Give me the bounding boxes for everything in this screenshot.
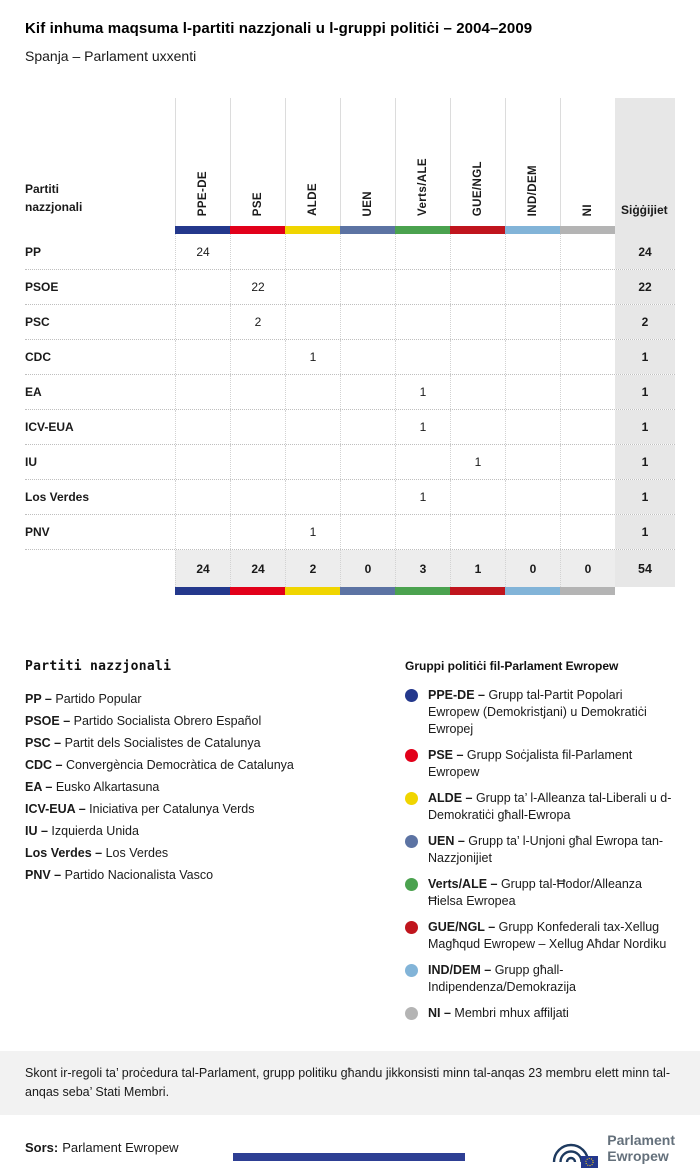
group-color-bar-uen: [340, 587, 395, 595]
column-header-ni: [560, 98, 615, 226]
column-header-pse: [230, 98, 285, 226]
column-header-label: PSE: [252, 191, 264, 216]
value-cell-ind-dem: [505, 234, 560, 269]
table-row-icv-eua: [25, 409, 675, 444]
column-header-label: ALDE: [307, 183, 319, 216]
party-abbr: ICV-EUA –: [25, 802, 90, 816]
value-cell-gue-ngl: [450, 270, 505, 304]
party-name-cell: PSC: [25, 315, 50, 329]
group-legend-item: [405, 1005, 675, 1022]
group-color-bar-row-bottom: [25, 587, 675, 595]
value-cell-verts-ale: [395, 234, 450, 269]
value-cell-verts-ale: [395, 515, 450, 549]
seats-header-cell: [615, 98, 675, 226]
value-cell-ppe-de: [175, 270, 230, 304]
group-color-dot-gue-ngl: [405, 921, 418, 934]
value-cell-alde: [285, 305, 340, 339]
total-cell-verts-ale: 3: [395, 550, 450, 587]
group-color-dot-ind-dem: [405, 964, 418, 977]
total-cell-ni: 0: [560, 550, 615, 587]
group-legend-item: [405, 687, 675, 738]
value-cell-alde: 1: [285, 515, 340, 549]
party-fullname: Los Verdes: [105, 846, 169, 860]
group-color-bar-pse: [230, 226, 285, 234]
group-color-bar-verts-ale: [395, 226, 450, 234]
seats-cell: 22: [615, 270, 675, 304]
value-cell-ppe-de: [175, 305, 230, 339]
page-title: Kif inhuma maqsuma l-partiti nazzjonali u l-gruppi politiċi – 2004–2009: [25, 20, 533, 37]
procedural-note: Skont ir-regoli ta’ proċedura tal-Parlament, grupp politiku għandu jikkonsisti minn tal-anqas 23 membru elett minn tal-anqas seba’ Stati Membri.: [0, 1051, 700, 1115]
column-header-alde: [285, 98, 340, 226]
value-cell-ind-dem: [505, 480, 560, 514]
value-cell-pse: [230, 515, 285, 549]
value-cell-ni: [560, 340, 615, 374]
logo-wordmark: [607, 1132, 675, 1164]
group-legend-text: [428, 962, 675, 996]
party-name-cell: IU: [25, 455, 37, 469]
group-legend-text: [428, 919, 675, 953]
value-cell-ni: [560, 515, 615, 549]
value-cell-ni: [560, 270, 615, 304]
seats-cell: 1: [615, 340, 675, 374]
value-cell-ppe-de: [175, 445, 230, 479]
group-abbr: UEN –: [428, 834, 469, 848]
total-cell-alde: 2: [285, 550, 340, 587]
value-cell-pse: 22: [230, 270, 285, 304]
group-color-bar-ppe-de: [175, 226, 230, 234]
value-cell-uen: [340, 340, 395, 374]
total-cell-ind-dem: 0: [505, 550, 560, 587]
party-name-cell: PP: [25, 244, 42, 259]
party-legend-item: [25, 842, 405, 864]
page-subtitle: Spanja – Parlament uxxenti: [25, 48, 197, 64]
column-header-ind-dem: [505, 98, 560, 226]
value-cell-ppe-de: [175, 375, 230, 409]
group-abbr: GUE/NGL –: [428, 920, 499, 934]
value-cell-alde: [285, 270, 340, 304]
column-header-label: UEN: [362, 190, 374, 216]
value-cell-ind-dem: [505, 445, 560, 479]
logo-word-2: Ewropew: [607, 1147, 669, 1164]
seats-cell: 1: [615, 410, 675, 444]
value-cell-ni: [560, 410, 615, 444]
total-cell-gue-ngl: 1: [450, 550, 505, 587]
value-cell-pse: [230, 480, 285, 514]
value-cell-gue-ngl: [450, 410, 505, 444]
source-row: [0, 1127, 700, 1169]
group-color-dot-ppe-de: [405, 689, 418, 702]
party-fullname: Partido Nacionalista Vasco: [64, 868, 214, 882]
value-cell-pse: [230, 375, 285, 409]
group-color-dot-verts-ale: [405, 878, 418, 891]
party-fullname: Partit dels Socialistes de Catalunya: [64, 736, 261, 750]
value-cell-uen: [340, 410, 395, 444]
column-header-label: IND/DEM: [527, 164, 539, 216]
party-fullname: Eusko Alkartasuna: [55, 780, 160, 794]
seats-cell: 24: [615, 234, 675, 269]
bar-spacer: [25, 226, 175, 234]
party-legend-item: [25, 820, 405, 842]
value-cell-alde: [285, 480, 340, 514]
party-legend-item: [25, 776, 405, 798]
group-desc: Grupp ta’ l-Alleanza tal-Liberali u d-Demokratiċi għall-Ewropa: [428, 791, 672, 822]
group-legend-text: [428, 833, 675, 867]
party-legend-item: [25, 754, 405, 776]
group-color-dot-ni: [405, 1007, 418, 1020]
group-desc: Grupp ta’ l-Unjoni għal Ewropa tan-Nazzjonijiet: [428, 834, 664, 865]
party-name-cell: Los Verdes: [25, 490, 90, 504]
row-header-cell: [25, 98, 175, 226]
group-color-dot-uen: [405, 835, 418, 848]
group-abbr: NI –: [428, 1006, 455, 1020]
group-legend-item: [405, 833, 675, 867]
value-cell-verts-ale: [395, 270, 450, 304]
party-abbr: IU –: [25, 824, 52, 838]
party-abbr: CDC –: [25, 758, 66, 772]
party-name-cell: CDC: [25, 350, 51, 364]
source-line: [25, 1140, 179, 1155]
party-fullname: Iniciativa per Catalunya Verds: [89, 802, 255, 816]
value-cell-ni: [560, 305, 615, 339]
party-name-cell: PSOE: [25, 280, 59, 294]
group-color-dot-alde: [405, 792, 418, 805]
value-cell-ind-dem: [505, 305, 560, 339]
table-row-psc: [25, 304, 675, 339]
group-color-bar-ind-dem: [505, 587, 560, 595]
legend-national-parties: [25, 659, 405, 1031]
party-legend-item: [25, 732, 405, 754]
group-legend-item: [405, 790, 675, 824]
seats-table: [25, 98, 675, 595]
group-color-bar-gue-ngl: [450, 226, 505, 234]
table-row-cdc: [25, 339, 675, 374]
party-name-cell: EA: [25, 385, 42, 399]
bar-spacer: [25, 587, 175, 595]
table-row-ea: [25, 374, 675, 409]
value-cell-ni: [560, 234, 615, 269]
total-seats-cell: 54: [615, 550, 675, 587]
table-row-los-verdes: [25, 479, 675, 514]
value-cell-alde: [285, 445, 340, 479]
column-header-uen: [340, 98, 395, 226]
group-legend-text: [428, 747, 675, 781]
legend-political-groups: [405, 659, 675, 1031]
value-cell-gue-ngl: [450, 375, 505, 409]
group-desc: Grupp għall-Indipendenza/Demokrazija: [428, 963, 577, 994]
group-legend-item: [405, 919, 675, 953]
column-header-gue-ngl: [450, 98, 505, 226]
value-cell-gue-ngl: [450, 340, 505, 374]
group-color-bar-verts-ale: [395, 587, 450, 595]
group-desc: Membri mhux affiljati: [454, 1006, 569, 1020]
party-fullname: Izquierda Unida: [51, 824, 139, 838]
seats-cell: 1: [615, 515, 675, 549]
value-cell-uen: [340, 515, 395, 549]
value-cell-ind-dem: [505, 515, 560, 549]
value-cell-pse: [230, 340, 285, 374]
party-legend-item: [25, 864, 405, 886]
table-row-psoe: [25, 269, 675, 304]
group-desc: Grupp tal-Ħodor/Alleanza Ħielsa Ewropea: [428, 877, 642, 908]
value-cell-uen: [340, 234, 395, 269]
value-cell-alde: 1: [285, 340, 340, 374]
value-cell-ind-dem: [505, 410, 560, 444]
value-cell-verts-ale: 1: [395, 480, 450, 514]
column-header-verts-ale: [395, 98, 450, 226]
total-cell-pse: 24: [230, 550, 285, 587]
value-cell-ppe-de: [175, 340, 230, 374]
value-cell-gue-ngl: [450, 480, 505, 514]
party-fullname: Partido Socialista Obrero Español: [73, 714, 262, 728]
group-desc: Grupp tal-Partit Popolari Ewropew (Demokristjani) u Demokratiċi Ewropej: [428, 688, 647, 736]
group-abbr: ALDE –: [428, 791, 476, 805]
party-fullname: Partido Popular: [55, 692, 142, 706]
value-cell-gue-ngl: 1: [450, 445, 505, 479]
seats-header-label: Siġġijiet: [621, 203, 668, 217]
value-cell-ind-dem: [505, 270, 560, 304]
table-row-pnv: [25, 514, 675, 549]
party-legend-item: [25, 710, 405, 732]
party-legend-list: [25, 688, 405, 886]
totals-row: [25, 549, 675, 587]
column-header-label: GUE/NGL: [472, 160, 484, 216]
value-cell-ind-dem: [505, 375, 560, 409]
total-cell-ppe-de: 24: [175, 550, 230, 587]
value-cell-alde: [285, 410, 340, 444]
group-desc: Grupp Konfederali tax-Xellug Magħqud Ewropew – Xellug Aħdar Nordiku: [428, 920, 667, 951]
value-cell-gue-ngl: [450, 305, 505, 339]
value-cell-alde: [285, 375, 340, 409]
value-cell-uen: [340, 270, 395, 304]
value-cell-pse: [230, 445, 285, 479]
group-color-dot-pse: [405, 749, 418, 762]
value-cell-verts-ale: [395, 445, 450, 479]
table-row-pp: [25, 234, 675, 269]
value-cell-verts-ale: [395, 305, 450, 339]
group-legend-text: [428, 1005, 675, 1022]
group-abbr: IND/DEM –: [428, 963, 495, 977]
seats-cell: 2: [615, 305, 675, 339]
group-color-bar-gue-ngl: [450, 587, 505, 595]
parliament-hemicycle-icon: [545, 1127, 599, 1169]
group-legend-item: [405, 962, 675, 996]
total-cell-uen: 0: [340, 550, 395, 587]
value-cell-gue-ngl: [450, 515, 505, 549]
column-header-label: PPE-DE: [197, 170, 209, 216]
totals-spacer: [25, 550, 175, 587]
party-abbr: Los Verdes –: [25, 846, 106, 860]
source-label: Sors:: [25, 1140, 59, 1155]
value-cell-uen: [340, 305, 395, 339]
group-color-bar-ppe-de: [175, 587, 230, 595]
value-cell-pse: [230, 410, 285, 444]
seats-cell: 1: [615, 445, 675, 479]
party-name-cell: PNV: [25, 525, 50, 539]
value-cell-verts-ale: [395, 340, 450, 374]
source-value: Parlament Ewropew: [62, 1140, 179, 1155]
party-abbr: PSOE –: [25, 714, 74, 728]
group-legend-item: [405, 747, 675, 781]
seats-cell: 1: [615, 480, 675, 514]
group-legend-text: [428, 687, 675, 738]
table-header-row: [25, 98, 675, 226]
party-abbr: PP –: [25, 692, 56, 706]
value-cell-alde: [285, 234, 340, 269]
party-legend-item: [25, 688, 405, 710]
value-cell-ni: [560, 480, 615, 514]
party-legend-item: [25, 798, 405, 820]
value-cell-uen: [340, 445, 395, 479]
legend-groups-title: Gruppi politiċi fil-Parlament Ewropew: [405, 659, 619, 673]
group-color-bar-ni: [560, 587, 615, 595]
group-legend-item: [405, 876, 675, 910]
value-cell-verts-ale: 1: [395, 410, 450, 444]
value-cell-ni: [560, 375, 615, 409]
row-header-label: Partiti nazzjonali: [25, 182, 83, 214]
seats-cell: 1: [615, 375, 675, 409]
column-header-ppe-de: [175, 98, 230, 226]
value-cell-ppe-de: [175, 480, 230, 514]
party-abbr: PSC –: [25, 736, 65, 750]
table-row-iu: [25, 444, 675, 479]
value-cell-gue-ngl: [450, 234, 505, 269]
party-fullname: Convergència Democràtica de Catalunya: [65, 758, 294, 772]
value-cell-uen: [340, 480, 395, 514]
eu-flag-icon: [581, 1156, 598, 1168]
value-cell-pse: 2: [230, 305, 285, 339]
group-abbr: PSE –: [428, 748, 467, 762]
column-header-label: NI: [582, 203, 594, 216]
bottom-accent-bar: [233, 1153, 465, 1161]
group-color-bar-alde: [285, 226, 340, 234]
value-cell-ppe-de: [175, 410, 230, 444]
value-cell-ppe-de: [175, 515, 230, 549]
european-parliament-logo: [545, 1127, 675, 1169]
party-abbr: EA –: [25, 780, 56, 794]
group-legend-text: [428, 876, 675, 910]
value-cell-ind-dem: [505, 340, 560, 374]
group-abbr: PPE-DE –: [428, 688, 489, 702]
logo-word-1: Parlament: [607, 1131, 675, 1148]
group-color-bar-alde: [285, 587, 340, 595]
value-cell-uen: [340, 375, 395, 409]
group-color-bar-pse: [230, 587, 285, 595]
value-cell-ni: [560, 445, 615, 479]
value-cell-verts-ale: 1: [395, 375, 450, 409]
group-color-bar-uen: [340, 226, 395, 234]
value-cell-pse: [230, 234, 285, 269]
group-legend-list: [405, 687, 675, 1022]
group-desc: Grupp Soċjalista fil-Parlament Ewropew: [428, 748, 633, 779]
legend-parties-title: Partiti nazzjonali: [25, 659, 172, 674]
seats-bottom-spacer: [615, 587, 675, 595]
group-abbr: Verts/ALE –: [428, 877, 501, 891]
group-legend-text: [428, 790, 675, 824]
seats-bar-cell: [615, 226, 675, 234]
party-abbr: PNV –: [25, 868, 65, 882]
group-color-bar-row-top: [25, 226, 675, 234]
legends-section: [25, 659, 675, 1031]
party-name-cell: ICV-EUA: [25, 420, 74, 434]
group-color-bar-ind-dem: [505, 226, 560, 234]
value-cell-ppe-de: 24: [175, 234, 230, 269]
column-header-label: Verts/ALE: [417, 158, 429, 216]
group-color-bar-ni: [560, 226, 615, 234]
